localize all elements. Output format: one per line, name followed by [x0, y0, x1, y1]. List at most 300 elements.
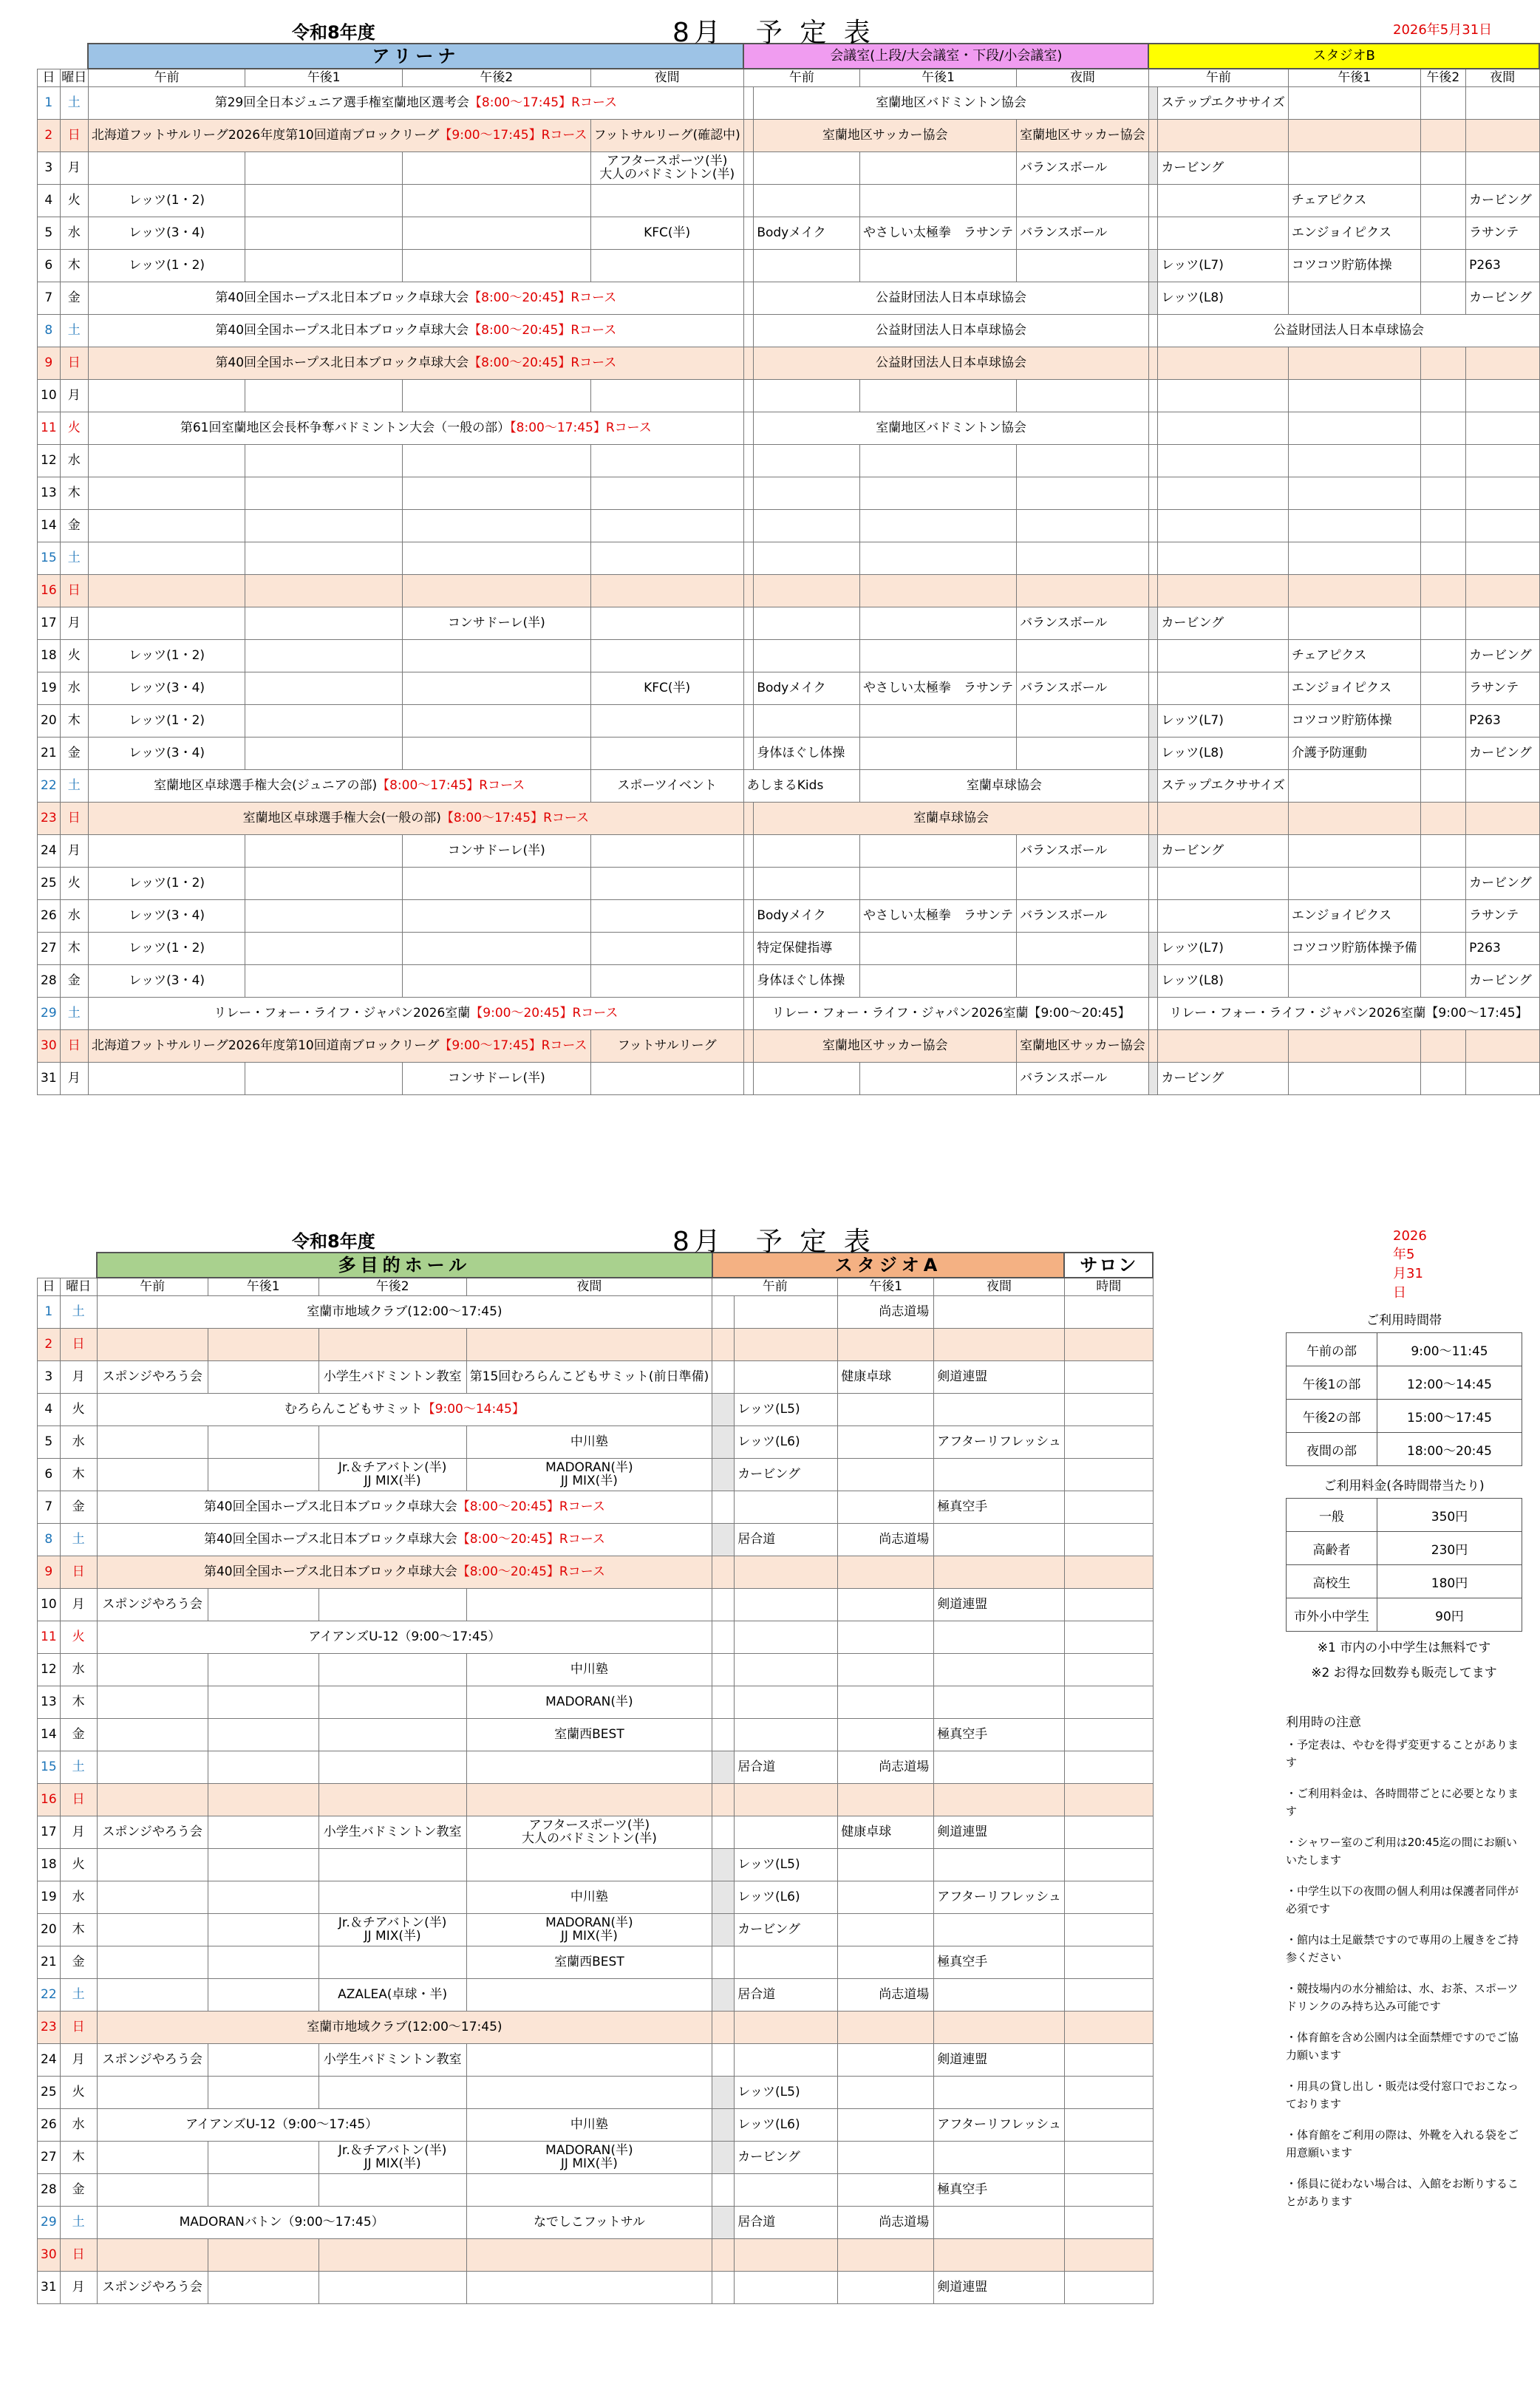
sa-gap: [712, 1328, 735, 1360]
arena-am: レッツ(3・4): [88, 964, 245, 997]
kaigi-p1-p2: [859, 249, 1016, 282]
salon-cell: [1064, 1946, 1153, 1978]
sa-gap: [712, 1686, 735, 1718]
kaigi-p1-p2: [859, 379, 1016, 412]
sheet2-day-row: [38, 1816, 1154, 1848]
day-number: 27: [38, 2141, 61, 2173]
sheet2-day-row: [38, 1848, 1154, 1881]
day-number: 22: [38, 1978, 61, 2011]
sb-p2: [1420, 151, 1465, 184]
arena-night: [590, 184, 743, 217]
salon-cell: [1064, 2043, 1153, 2076]
tamoku-am: [97, 2173, 208, 2206]
info-row: [1287, 1366, 1522, 1400]
kaigi-gap: [743, 314, 754, 347]
sa-gap: [712, 2173, 735, 2206]
salon-cell: [1064, 1588, 1153, 1621]
studioa-night: 剣道連盟: [934, 2271, 1065, 2303]
day-number: 3: [38, 151, 61, 184]
arena-p1: [245, 574, 403, 607]
kaigi-am: [754, 151, 860, 184]
tamoku-am: [97, 1328, 208, 1360]
sheet1-day-row: [38, 997, 1540, 1029]
sb-gap: [1148, 932, 1158, 964]
tamoku-night: [466, 1848, 712, 1881]
kaigi-night: [1017, 477, 1149, 509]
sb-gap: [1148, 217, 1158, 249]
kaigi-night: バランスボール: [1017, 899, 1149, 932]
sb-gap: [1148, 314, 1158, 347]
kaigi-am: [754, 867, 860, 899]
arena-p2: [403, 899, 591, 932]
tamoku-night: [466, 2173, 712, 2206]
arena-night: [590, 542, 743, 574]
sb-gap: [1148, 347, 1158, 379]
sheet2-day-row: [38, 2076, 1154, 2108]
sheet1-day-row: [38, 802, 1540, 834]
studioa-am: [735, 1653, 838, 1686]
weekday: 月: [60, 1062, 88, 1094]
sb-night: [1466, 444, 1539, 477]
kaigi-night: バランスボール: [1017, 672, 1149, 704]
arena-am-header: 午前: [88, 69, 245, 86]
fee-caption: ご利用料金(各時間帯当たり): [1323, 1479, 1485, 1493]
sb-am: [1158, 412, 1288, 444]
sb-night: P263: [1466, 249, 1539, 282]
tamoku-night: 中川塾: [466, 1425, 712, 1458]
tm-p2-header: 午後2: [318, 1278, 466, 1295]
sb-gap: [1148, 477, 1158, 509]
sb-gap: [1148, 282, 1158, 314]
arena-night: [590, 899, 743, 932]
sb-am: [1158, 672, 1288, 704]
sb-p2: [1420, 672, 1465, 704]
sb-am: [1158, 542, 1288, 574]
info-panel: [1286, 1301, 1522, 2224]
studioa-am: [735, 2238, 838, 2271]
kaigi-am: [754, 704, 860, 737]
arena-p2: [403, 964, 591, 997]
sheet2-date: 2026年5月31日: [1393, 1228, 1427, 1301]
sb-p1: コツコツ貯筋体操: [1288, 704, 1420, 737]
arena-night: [590, 867, 743, 899]
arena-am: レッツ(1・2): [88, 867, 245, 899]
tamoku-am: スポンジやろう会: [97, 1816, 208, 1848]
studioa-am: 居合道: [735, 1751, 838, 1783]
studioa-night: [934, 1458, 1065, 1491]
sb-p1: [1288, 867, 1420, 899]
tamoku-am: [97, 1783, 208, 1816]
sb-p2: [1420, 834, 1465, 867]
day-number: 30: [38, 2238, 61, 2271]
studioa-p1-p2: [838, 2011, 934, 2043]
sheet1-day-row: [38, 509, 1540, 542]
tamoku-night: [466, 2043, 712, 2076]
day-number: 2: [38, 119, 61, 151]
day-number: 7: [38, 282, 61, 314]
kaigi-night: [1017, 184, 1149, 217]
weekday: 土: [60, 1978, 97, 2011]
sb-p1: エンジョイピクス: [1288, 899, 1420, 932]
day-number: 20: [38, 704, 61, 737]
arena-night: [590, 509, 743, 542]
studioa-am: [735, 1588, 838, 1621]
sb-gap: [1148, 769, 1158, 802]
sb-p1: [1288, 607, 1420, 639]
sb-night: P263: [1466, 704, 1539, 737]
sheet1-day-row: [38, 574, 1540, 607]
arena-am: [88, 574, 245, 607]
day-number: 8: [38, 1523, 61, 1556]
tamoku-p2: [318, 2271, 466, 2303]
tamoku-am: [97, 1848, 208, 1881]
arena-am: [88, 151, 245, 184]
sb-night: [1466, 509, 1539, 542]
sb-night: [1466, 769, 1539, 802]
sb-p1: エンジョイピクス: [1288, 217, 1420, 249]
sheet2-day-row: [38, 1718, 1154, 1751]
sb-p2: [1420, 607, 1465, 639]
studioa-night: [934, 1751, 1065, 1783]
kaigi-gap: [743, 834, 754, 867]
kaigi-night: バランスボール: [1017, 607, 1149, 639]
studioa-p1-p2: [838, 1621, 934, 1653]
weekday: 火: [60, 1848, 97, 1881]
studioa-p1-p2: [838, 1425, 934, 1458]
sa-gap: [712, 1718, 735, 1751]
info-value: 9:00～11:45: [1377, 1333, 1522, 1366]
day-number: 24: [38, 2043, 61, 2076]
tamoku-night: [466, 2238, 712, 2271]
arena-p1: [245, 607, 403, 639]
tamoku-p1: [208, 1653, 318, 1686]
sb-p2: [1420, 86, 1465, 119]
arena-p2: [403, 737, 591, 769]
sb-gap: [1148, 704, 1158, 737]
kaigi-night: 室蘭地区サッカー協会: [1017, 1029, 1149, 1062]
studioa-p1-p2: [838, 2271, 934, 2303]
sheet2-day-row: [38, 2173, 1154, 2206]
kaigi-night: バランスボール: [1017, 151, 1149, 184]
sb-p2: [1420, 412, 1465, 444]
note-item: ・予定表は、やむを得ず変更することがあります: [1286, 1738, 1519, 1769]
arena-p2: [403, 867, 591, 899]
sa-gap: [712, 1848, 735, 1881]
studioa-night: [934, 1783, 1065, 1816]
tm-am-header: 午前: [97, 1278, 208, 1295]
sa-gap: [712, 1393, 735, 1425]
tamoku-p1: [208, 1458, 318, 1491]
arena-header: アリーナ: [88, 44, 743, 69]
day-number: 4: [38, 184, 61, 217]
studioa-p1-p2: [838, 1491, 934, 1523]
kaigi-night: [1017, 379, 1149, 412]
arena-p2: [403, 932, 591, 964]
kaigi-event: 室蘭地区バドミントン協会: [754, 86, 1148, 119]
studioa-night: [934, 1556, 1065, 1588]
arena-p1: [245, 184, 403, 217]
sb-p1: [1288, 444, 1420, 477]
tamoku-am: [97, 1425, 208, 1458]
arena-p1: [245, 217, 403, 249]
sb-night: [1466, 1062, 1539, 1094]
kaigi-gap: [743, 737, 754, 769]
tamoku-am: [97, 1913, 208, 1946]
tamoku-am: スポンジやろう会: [97, 2271, 208, 2303]
studioa-p1-p2: [838, 1556, 934, 1588]
kaigi-p1-p2: [859, 477, 1016, 509]
arena-am: [88, 477, 245, 509]
sb-p2: [1420, 119, 1465, 151]
sheet2-day-row: [38, 1913, 1154, 1946]
studioa-am: [735, 1360, 838, 1393]
sb-p1: [1288, 769, 1420, 802]
sheet2-day-row: [38, 1686, 1154, 1718]
kaigi-gap: [743, 574, 754, 607]
weekday: 月: [60, 151, 88, 184]
day-number: 29: [38, 997, 61, 1029]
day-number: 13: [38, 1686, 61, 1718]
sb-night: [1466, 477, 1539, 509]
info-label: 午後1の部: [1287, 1366, 1377, 1400]
day-number: 21: [38, 1946, 61, 1978]
notes-list: [1286, 1736, 1522, 2210]
sa-gap: [712, 1588, 735, 1621]
sb-gap: [1148, 542, 1158, 574]
sb-p1: [1288, 574, 1420, 607]
sb-night: [1466, 119, 1539, 151]
tamoku-event: アイアンズU-12（9:00～17:45）: [97, 2108, 466, 2141]
sb-p1: [1288, 282, 1420, 314]
sb-p2: [1420, 769, 1465, 802]
note-item: ・シャワー室のご利用は20:45迄の間にお願いいたします: [1286, 1836, 1517, 1867]
sheet1-day-row: [38, 412, 1540, 444]
sb-night: [1466, 802, 1539, 834]
sb-gap: [1148, 607, 1158, 639]
day-number: 6: [38, 249, 61, 282]
tamoku-night: 中川塾: [466, 1881, 712, 1913]
day-number: 17: [38, 1816, 61, 1848]
salon-cell: [1064, 2141, 1153, 2173]
kaigi-am: [754, 444, 860, 477]
arena-p1: [245, 834, 403, 867]
studioa-night: 剣道連盟: [934, 1360, 1065, 1393]
sb-am: [1158, 509, 1288, 542]
arena-night: [590, 964, 743, 997]
sb-am: レッツ(L8): [1158, 282, 1288, 314]
info-value: 350円: [1377, 1499, 1522, 1532]
tamoku-night: 室蘭西BEST: [466, 1946, 712, 1978]
arena-p1: [245, 737, 403, 769]
sb-gap: [1148, 1062, 1158, 1094]
sheet2-fiscal-year: 令和8年度: [292, 1231, 375, 1252]
sb-night: カービング: [1466, 639, 1539, 672]
tamoku-event: 第40回全国ホープス北日本ブロック卓球大会【8:00～20:45】Rコース: [97, 1523, 712, 1556]
studioa-p1-p2: [838, 1783, 934, 1816]
sb-p2: [1420, 1029, 1465, 1062]
weekday: 木: [60, 704, 88, 737]
sb-night: ラサンテ: [1466, 899, 1539, 932]
sb-p2: [1420, 249, 1465, 282]
day-number: 19: [38, 1881, 61, 1913]
studioa-p1-p2: 健康卓球: [838, 1360, 934, 1393]
sb-p1: [1288, 86, 1420, 119]
tamoku-p2: [318, 1653, 466, 1686]
arena-am: レッツ(3・4): [88, 672, 245, 704]
kaigi-p1-p2: [859, 1062, 1016, 1094]
info-row: [1287, 1598, 1522, 1632]
arena-night: [590, 639, 743, 672]
sb-night: カービング: [1466, 282, 1539, 314]
salon-cell: [1064, 1783, 1153, 1816]
sa-gap: [712, 2141, 735, 2173]
kaigi-gap: [743, 86, 754, 119]
sb-night: [1466, 347, 1539, 379]
arena-p2: コンサドーレ(半): [403, 1062, 591, 1094]
studioa-am: レッツ(L6): [735, 2108, 838, 2141]
sb-p2: [1420, 802, 1465, 834]
salon-cell: [1064, 2206, 1153, 2238]
tamoku-am: [97, 1653, 208, 1686]
studioa-night: 剣道連盟: [934, 1816, 1065, 1848]
ticket-note: ※2 お得な回数券も販売してます: [1311, 1666, 1497, 1680]
kaigi-gap: [743, 997, 754, 1029]
tamoku-am: [97, 1718, 208, 1751]
kaigi-p1-p2: [859, 607, 1016, 639]
studioa-am: [735, 2043, 838, 2076]
studioa-p1-p2: 尚志道場: [838, 1523, 934, 1556]
studioa-am: [735, 1718, 838, 1751]
tamoku-event: アイアンズU-12（9:00～17:45）: [97, 1621, 712, 1653]
salon-cell: [1064, 1653, 1153, 1686]
tamoku-p1: [208, 1686, 318, 1718]
salon-cell: [1064, 1523, 1153, 1556]
sb-gap: [1148, 86, 1158, 119]
sheet1-day-row: [38, 119, 1540, 151]
sb-night: ラサンテ: [1466, 672, 1539, 704]
sheet2-day-row: [38, 1653, 1154, 1686]
sa-gap: [712, 2011, 735, 2043]
weekday: 金: [60, 282, 88, 314]
studioa-am: 居合道: [735, 1978, 838, 2011]
note-item: ・体育館をご利用の際は、外靴を入れる袋をご用意願います: [1286, 2128, 1519, 2159]
sb-gap: [1148, 899, 1158, 932]
sheet1-day-row: [38, 444, 1540, 477]
sheet1-day-row: [38, 282, 1540, 314]
arena-p1: [245, 379, 403, 412]
weekday: 水: [60, 1653, 97, 1686]
tamoku-am: [97, 1881, 208, 1913]
kaigi-gap: [743, 802, 754, 834]
arena-p2: コンサドーレ(半): [403, 607, 591, 639]
sheet2-col-header: [38, 1278, 1154, 1295]
arena-am: [88, 1062, 245, 1094]
tamoku-p2: [318, 1425, 466, 1458]
weekday: 月: [60, 1588, 97, 1621]
sa-gap: [712, 2108, 735, 2141]
day-number: 20: [38, 1913, 61, 1946]
kaigi-p1-p2: [859, 542, 1016, 574]
tamoku-p1: [208, 1816, 318, 1848]
weekday: 火: [60, 867, 88, 899]
note-item: ・館内は土足厳禁ですので専用の上履きをご持参ください: [1286, 1933, 1519, 1964]
arena-p1: [245, 477, 403, 509]
info-row: [1287, 1400, 1522, 1433]
kaigi-p1-p2: [859, 964, 1016, 997]
sheet2-day-row: [38, 1295, 1154, 1328]
day-number: 13: [38, 477, 61, 509]
sb-p1: [1288, 477, 1420, 509]
sheet2-day-row: [38, 2238, 1154, 2271]
kaigi-p1-p2: [859, 184, 1016, 217]
arena-night: [590, 574, 743, 607]
tamoku-p1: [208, 1946, 318, 1978]
sb-p1: [1288, 509, 1420, 542]
day-number: 25: [38, 867, 61, 899]
day-number: 22: [38, 769, 61, 802]
arena-night: [590, 249, 743, 282]
schedule-sheet-1: [37, 10, 1540, 1095]
tamoku-am: スポンジやろう会: [97, 1588, 208, 1621]
kaigi-am: [754, 477, 860, 509]
salon-cell: [1064, 1425, 1153, 1458]
kaigi-gap: [743, 639, 754, 672]
arena-event: リレー・フォー・ライフ・ジャパン2026室蘭【9:00～20:45】Rコース: [88, 997, 743, 1029]
kaigi-night: [1017, 867, 1149, 899]
studioa-night: アフターリフレッシュ: [934, 1425, 1065, 1458]
sb-am: [1158, 1029, 1288, 1062]
weekday: 火: [60, 184, 88, 217]
day-number: 14: [38, 1718, 61, 1751]
kaigi-event: 室蘭卓球協会: [754, 802, 1148, 834]
studioa-p1-p2: 尚志道場: [838, 2206, 934, 2238]
tamoku-p2: [318, 1686, 466, 1718]
sheet1-day-row: [38, 379, 1540, 412]
sb-p1: [1288, 119, 1420, 151]
kaigi-night: バランスボール: [1017, 834, 1149, 867]
day-number: 29: [38, 2206, 61, 2238]
sheet1-title: 8月 予 定 表: [672, 18, 875, 48]
arena-event: 北海道フットサルリーグ2026年度第10回道南ブロックリーグ【9:00～17:45】Rコース: [88, 1029, 590, 1062]
salon-header: サロン: [1064, 1253, 1153, 1278]
sb-am: カービング: [1158, 607, 1288, 639]
kaigi-night: バランスボール: [1017, 217, 1149, 249]
studioa-p1-p2: 健康卓球: [838, 1816, 934, 1848]
studioa-header: スタジオA: [712, 1253, 1065, 1278]
studioa-p1-p2: [838, 1588, 934, 1621]
kaigi-night: バランスボール: [1017, 1062, 1149, 1094]
tamoku-event: MADORANバトン（9:00～17:45）: [97, 2206, 466, 2238]
tamoku-am: [97, 2141, 208, 2173]
weekday: 水: [60, 1425, 97, 1458]
day-number: 16: [38, 1783, 61, 1816]
weekday: 木: [60, 2141, 97, 2173]
kaigi-p1-p2: やさしい太極拳 ラサンテ: [859, 217, 1016, 249]
sb-am-header: 午前: [1148, 69, 1288, 86]
kaigi-event: リレー・フォー・ライフ・ジャパン2026室蘭【9:00～20:45】: [754, 997, 1148, 1029]
day-number: 10: [38, 1588, 61, 1621]
sheet2-day-row: [38, 1360, 1154, 1393]
sb-p2: [1420, 509, 1465, 542]
info-label: 午後2の部: [1287, 1400, 1377, 1433]
sb-am: カービング: [1158, 1062, 1288, 1094]
note-item: ・中学生以下の夜間の個人利用は保護者同伴が必須です: [1286, 1884, 1519, 1915]
salon-cell: [1064, 1718, 1153, 1751]
day-number: 11: [38, 1621, 61, 1653]
sheet1-day-row: [38, 314, 1540, 347]
weekday: 日: [60, 2011, 97, 2043]
arena-p1: [245, 932, 403, 964]
